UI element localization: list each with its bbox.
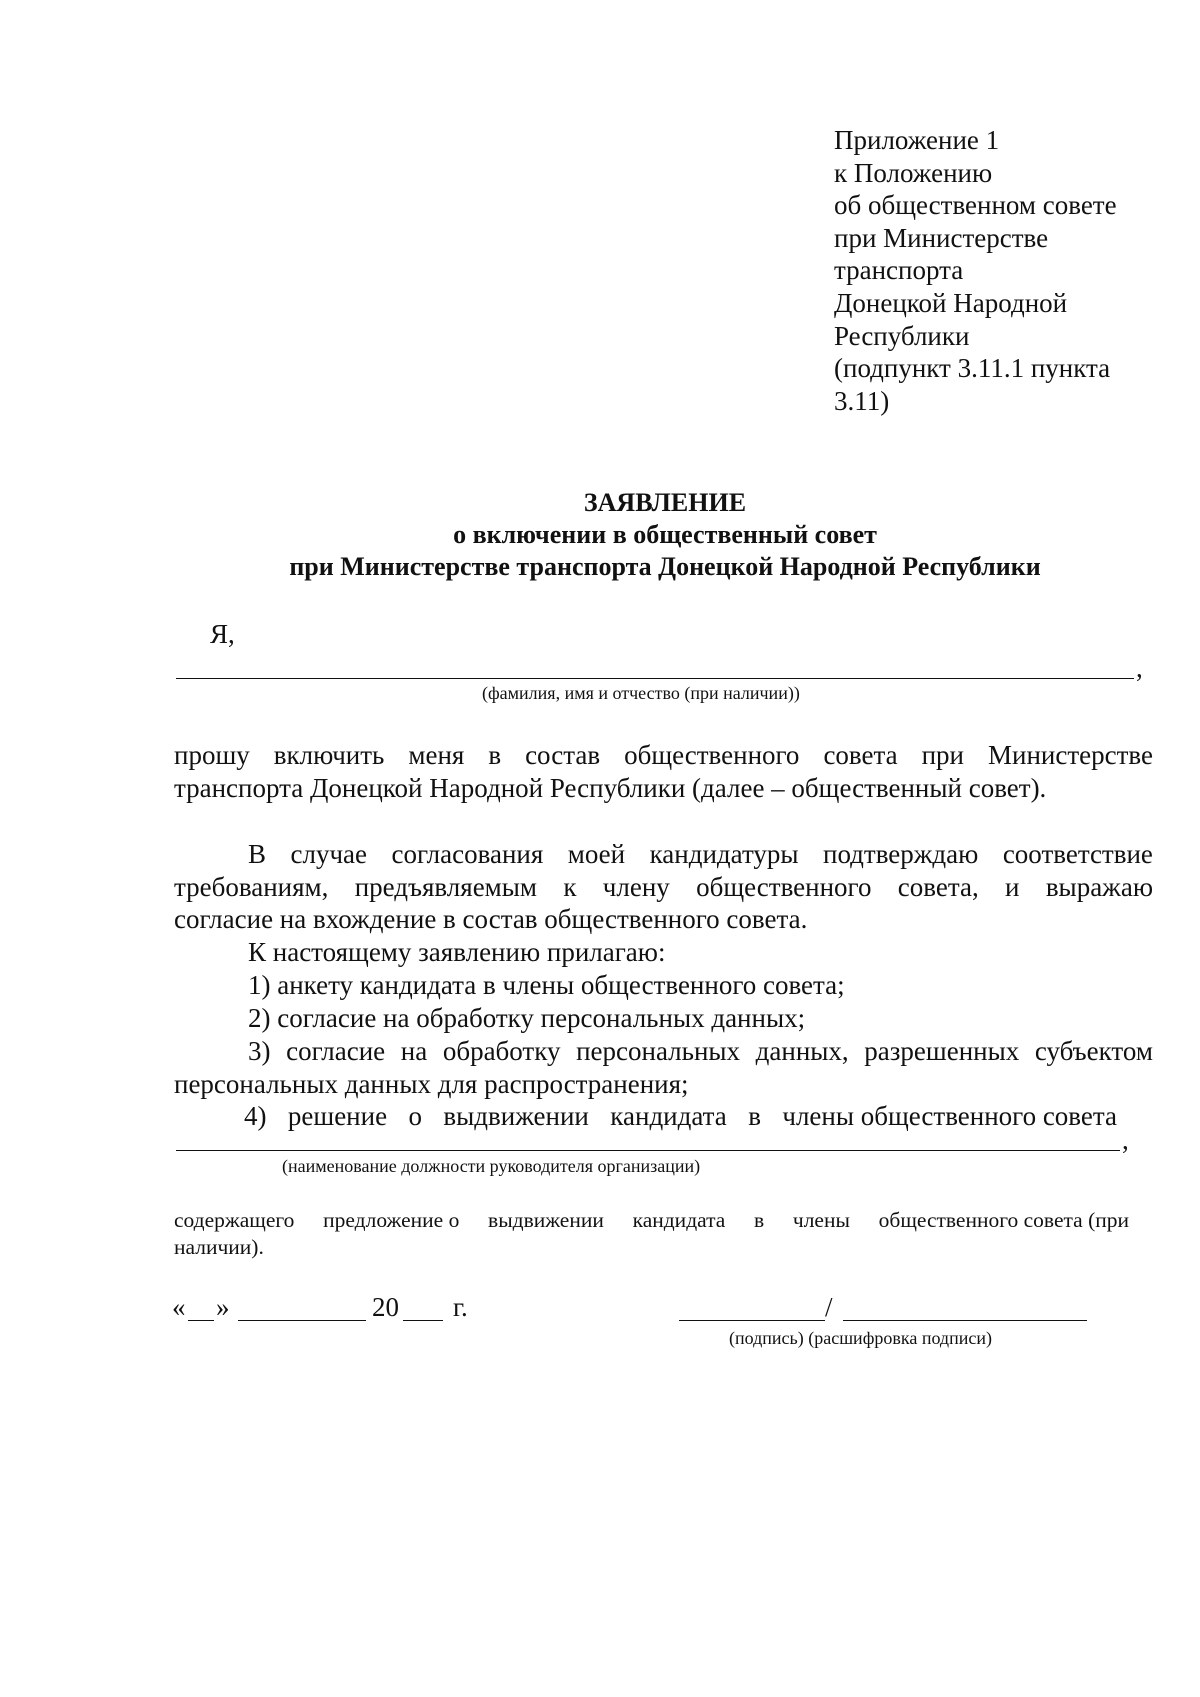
date-year-field[interactable] <box>403 1320 443 1321</box>
word: 4) <box>244 1101 267 1131</box>
word: подтверждаю <box>823 839 979 869</box>
word: совета <box>823 740 898 770</box>
word: В <box>248 839 267 869</box>
document-title: ЗАЯВЛЕНИЕ <box>583 488 747 517</box>
word: выдвижении <box>488 1208 604 1232</box>
date-close-quote: » <box>216 1292 230 1322</box>
word: на <box>400 1036 428 1066</box>
date-year-suffix: г. <box>453 1292 468 1322</box>
appendix-line: Донецкой Народной <box>834 287 1068 318</box>
organization-head-caption: (наименование должности руководителя организации) <box>282 1156 701 1176</box>
organization-head-position-field[interactable] <box>176 1150 1120 1151</box>
attachment-item-4 <box>244 1100 1117 1133</box>
date-day-field[interactable] <box>188 1320 214 1321</box>
signature-field[interactable] <box>679 1320 825 1321</box>
word: о <box>408 1101 422 1131</box>
word: соответствие <box>1002 839 1153 869</box>
word: 3) <box>248 1036 271 1066</box>
word: члену <box>602 872 670 902</box>
word: согласие <box>286 1036 386 1066</box>
word: выражаю <box>1045 872 1153 902</box>
appendix-line: к Положению <box>834 157 993 188</box>
word: совета, <box>897 872 979 902</box>
word: решение <box>287 1101 388 1131</box>
attachments-intro: К настоящему заявлению прилагаю: <box>248 937 666 967</box>
attachment-item-3-line-1 <box>248 1035 1153 1068</box>
date-open-quote: « <box>172 1292 186 1322</box>
consent-line-1 <box>248 838 1153 871</box>
word: согласования <box>391 839 544 869</box>
word: кандидата <box>610 1101 727 1131</box>
attachment-item-2: 2) согласие на обработку персональных данных; <box>248 1003 806 1033</box>
applicant-name-field[interactable] <box>176 678 1134 679</box>
attachment-item-1: 1) анкету кандидата в члены общественного совета; <box>248 970 845 1000</box>
word: члены общественного совета <box>782 1101 1117 1131</box>
word: персональных <box>576 1036 741 1066</box>
word: требованиям, <box>174 872 329 902</box>
item4-comma: , <box>1122 1125 1129 1155</box>
appendix-line: при Министерстве <box>834 222 1049 253</box>
word: в <box>488 740 502 770</box>
applicant-comma: , <box>1136 653 1143 683</box>
word: содержащего <box>174 1208 295 1232</box>
word: кандидата <box>632 1208 726 1232</box>
appendix-line: 3.11) <box>834 385 890 416</box>
consent-line-3: согласие на вхождение в состав общественного совета. <box>174 904 808 934</box>
word: данных, <box>755 1036 849 1066</box>
word: субъектом <box>1034 1036 1153 1066</box>
date-year-prefix: 20 <box>372 1292 399 1322</box>
word: прошу <box>174 740 250 770</box>
word: к <box>563 872 577 902</box>
word: разрешенных <box>864 1036 1020 1066</box>
word: члены <box>792 1208 850 1232</box>
appendix-line: (подпункт 3.11.1 пункта <box>834 353 1111 384</box>
word: общественного <box>696 872 872 902</box>
word: включить <box>273 740 385 770</box>
word: общественного <box>624 740 800 770</box>
proposal-line-1 <box>174 1206 1129 1234</box>
word: обработку <box>442 1036 561 1066</box>
word: Министерстве <box>988 740 1153 770</box>
appendix-block <box>834 124 1174 417</box>
applicant-intro: Я, <box>210 619 235 649</box>
appendix-line: Республики <box>834 320 970 351</box>
appendix-line: об общественном совете <box>834 190 1117 221</box>
consent-line-2 <box>174 871 1153 904</box>
word: при <box>921 740 965 770</box>
word: общественного совета (при <box>878 1208 1129 1232</box>
document-subtitle-ministry: при Министерстве транспорта Донецкой Народной Республики <box>289 552 1041 581</box>
word: в <box>748 1101 761 1131</box>
signature-caption: (подпись) (расшифровка подписи) <box>729 1328 992 1348</box>
word: моей <box>567 839 626 869</box>
attachment-item-3-line-2: персональных данных для распространения; <box>174 1069 689 1099</box>
word: предложение о <box>323 1208 460 1232</box>
applicant-name-caption: (фамилия, имя и отчество (при наличии)) <box>482 683 800 703</box>
word: меня <box>408 740 465 770</box>
signature-transcript-field[interactable] <box>843 1320 1087 1321</box>
request-line-2: транспорта Донецкой Народной Республики (далее – общественный совет). <box>174 773 1047 803</box>
word: в <box>754 1208 765 1232</box>
appendix-line: транспорта <box>834 255 964 286</box>
word: состав <box>525 740 601 770</box>
word: предъявляемым <box>354 872 537 902</box>
word: и <box>1005 872 1020 902</box>
request-line-1 <box>174 739 1153 772</box>
document-subtitle: о включении в общественный совет <box>453 520 877 549</box>
signature-slash: / <box>825 1292 833 1322</box>
word: случае <box>290 839 367 869</box>
word: выдвижении <box>443 1101 589 1131</box>
word: кандидатуры <box>649 839 799 869</box>
date-month-field[interactable] <box>238 1320 366 1321</box>
appendix-line: Приложение 1 <box>834 125 1000 155</box>
proposal-line-2: наличии). <box>174 1235 264 1259</box>
